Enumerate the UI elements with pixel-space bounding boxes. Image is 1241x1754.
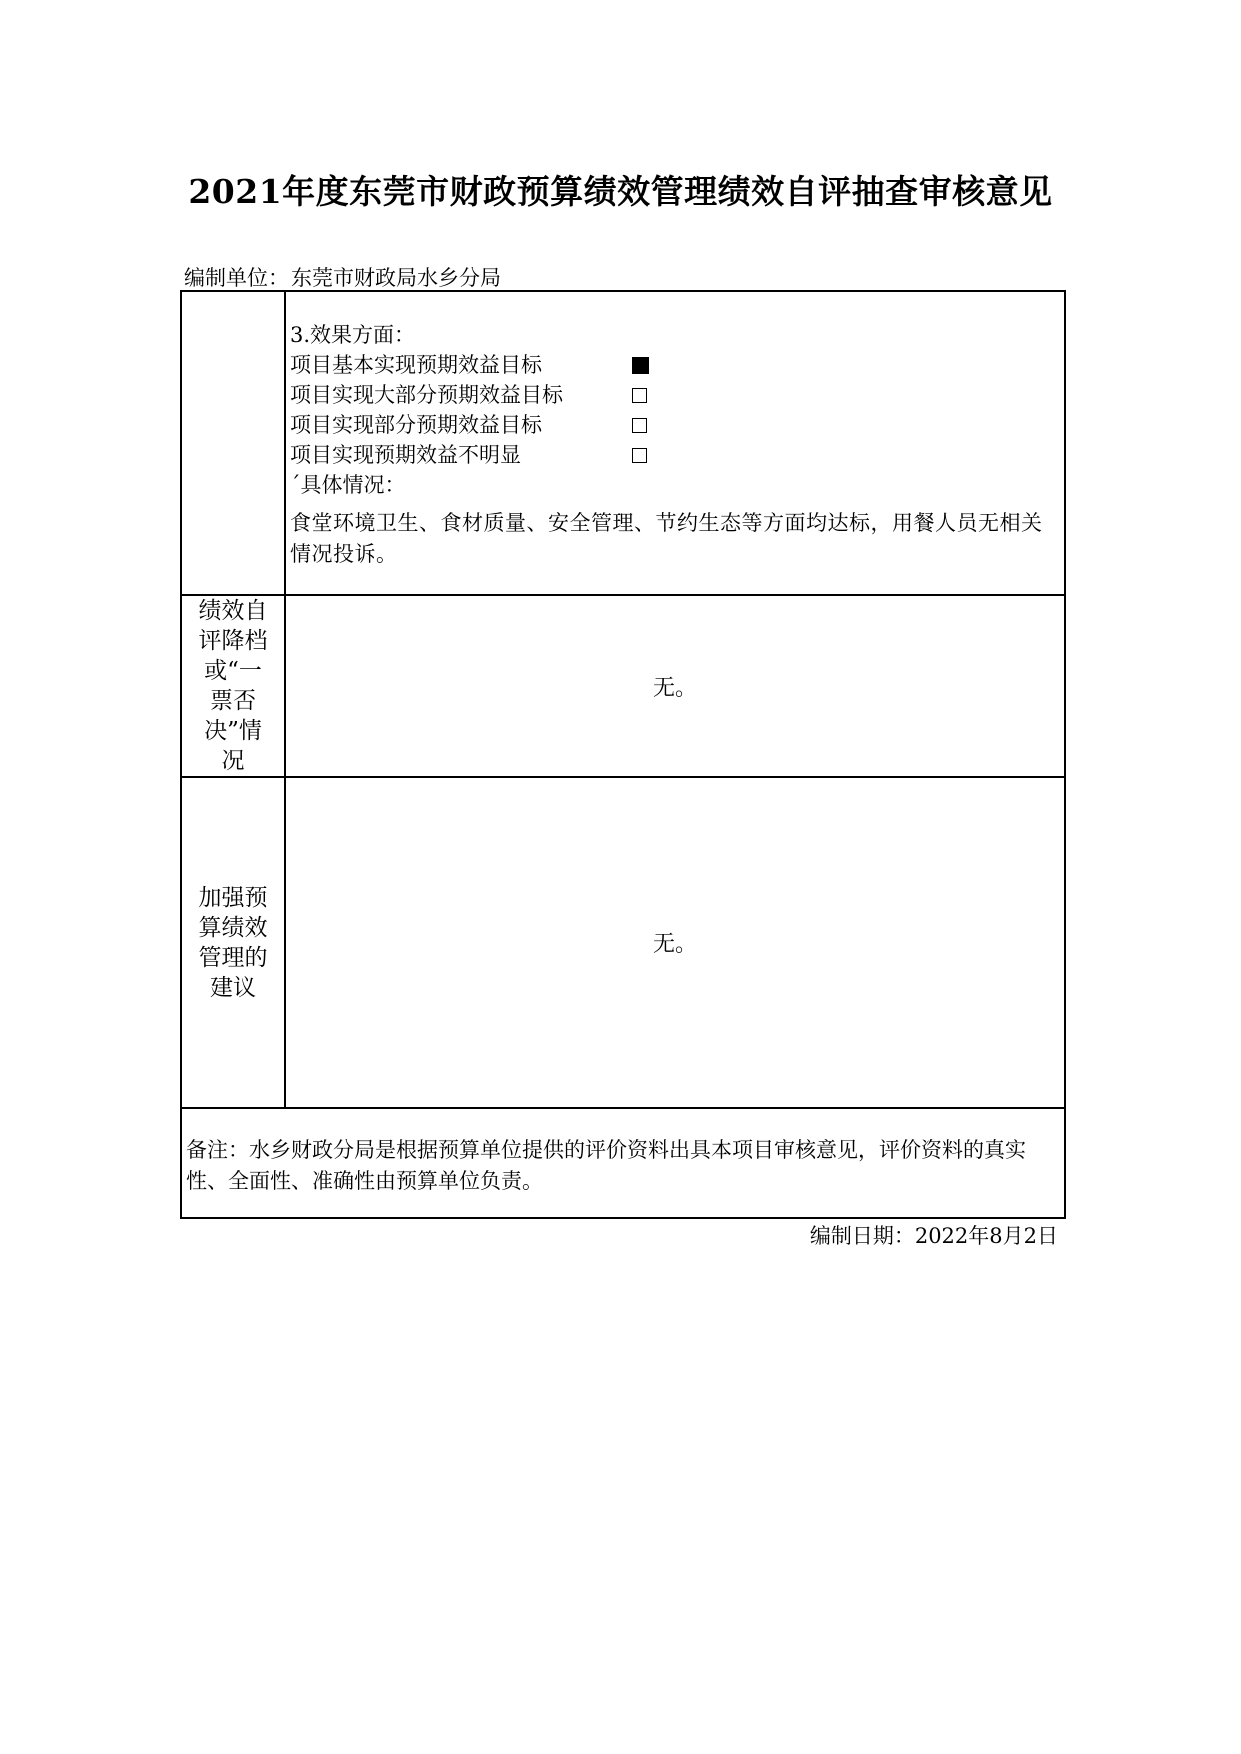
compiling-unit-label: 编制单位： — [184, 266, 289, 290]
detail-text: 食堂环境卫生、食材质量、安全管理、节约生态等方面均达标，用餐人员无相关情况投诉。 — [290, 511, 1043, 566]
downgrade-label-cell — [181, 595, 285, 777]
downgrade-value: 无。 — [285, 595, 1065, 777]
downgrade-label: 绩效自评降档或“一票否决”情况 — [198, 598, 268, 774]
suggestion-label-cell — [181, 777, 285, 1108]
note-text: 备注：水乡财政分局是根据预算单位提供的评价资料出具本项目审核意见，评价资料的真实性、全面性、准确性由预算单位负责。 — [181, 1108, 1065, 1218]
review-table — [180, 290, 1066, 1219]
compile-date: 编制日期：2022年8月2日 — [809, 1224, 1058, 1248]
detail-label: ´具体情况： — [290, 473, 406, 497]
compiling-unit-value: 东莞市财政局水乡分局 — [291, 266, 501, 290]
downgrade-row — [181, 595, 1065, 777]
effect-option — [290, 380, 1046, 410]
effect-option — [290, 350, 1046, 380]
effect-row — [181, 291, 1065, 595]
checked-checkbox-icon[interactable] — [632, 357, 649, 374]
effect-label-cell — [181, 291, 285, 595]
effect-option-label: 项目实现部分预期效益目标 — [290, 413, 542, 437]
effect-option-label: 项目基本实现预期效益目标 — [290, 353, 542, 377]
unchecked-checkbox-icon[interactable] — [632, 448, 647, 463]
effect-heading: 3.效果方面： — [290, 323, 416, 347]
effect-cell — [285, 291, 1065, 595]
effect-option — [290, 440, 1046, 470]
unchecked-checkbox-icon[interactable] — [632, 418, 647, 433]
note-row — [181, 1108, 1065, 1218]
effect-option — [290, 410, 1046, 440]
suggestion-row — [181, 777, 1065, 1108]
suggestion-label: 加强预算绩效管理的建议 — [198, 884, 268, 1001]
suggestion-value: 无。 — [285, 777, 1065, 1108]
effect-option-label: 项目实现大部分预期效益目标 — [290, 383, 563, 407]
unchecked-checkbox-icon[interactable] — [632, 388, 647, 403]
effect-option-label: 项目实现预期效益不明显 — [290, 443, 521, 467]
page-title: 2021年度东莞市财政预算绩效管理绩效自评抽查审核意见 — [188, 172, 1053, 211]
compiling-unit — [184, 262, 503, 292]
